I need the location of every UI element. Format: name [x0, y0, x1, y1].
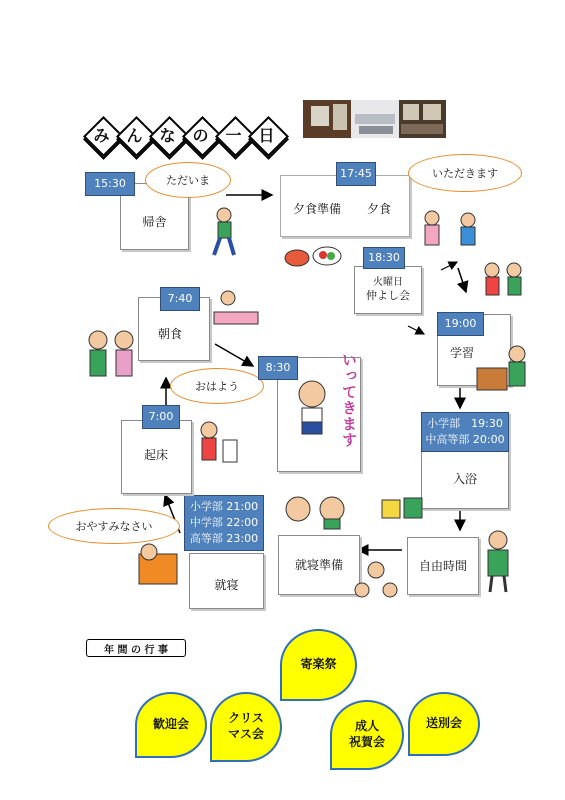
- time-badge: 17:45: [336, 162, 376, 186]
- morning-children-illustration: [82, 328, 140, 386]
- event-label: 祝賀会: [348, 735, 385, 749]
- event-christmas: [210, 692, 282, 762]
- event-label: 寄楽祭: [300, 657, 337, 672]
- brushing-teeth-illustration: [282, 493, 352, 531]
- event-label: マス会: [227, 727, 264, 741]
- sleeping-child-illustration: [133, 540, 183, 588]
- food-illustration: [283, 236, 343, 268]
- activity-shushin-junbi: [278, 535, 360, 595]
- title-char: の: [192, 126, 209, 145]
- time-badge: 7:00: [142, 405, 180, 429]
- time-badge: 7:40: [160, 287, 200, 311]
- time-badge: 19:00: [437, 312, 484, 336]
- time-line: 小学部 21:00: [189, 500, 259, 514]
- time-badge: [184, 495, 264, 551]
- time-line: 小学部 19:30: [427, 417, 503, 431]
- activity-label: 帰舎: [142, 215, 167, 230]
- event-label: 成人: [354, 719, 379, 734]
- time-badge: 18:30: [363, 247, 405, 269]
- speech-bubble: ただいま: [145, 162, 231, 198]
- title-char: な: [159, 126, 176, 145]
- event-label: 送別会: [425, 716, 462, 731]
- time-line: 中学部 22:00: [189, 516, 259, 530]
- event-kangeikai: [135, 692, 207, 758]
- activity-label: 朝食: [158, 327, 183, 341]
- waking-child-illustration: [197, 420, 243, 466]
- activity-label: 夕食準備: [293, 202, 342, 216]
- activity-shushin: [189, 553, 264, 609]
- time-line: 高等部 23:00: [189, 531, 259, 545]
- events-heading: 年 間 の 行 事: [86, 639, 186, 657]
- speech-bubble: おやすみなさい: [48, 508, 180, 544]
- time-badge: [421, 412, 509, 452]
- student-uniform-illustration: [290, 378, 334, 444]
- breakfast-table-illustration: [210, 290, 262, 332]
- activity-label: 自由時間: [418, 558, 467, 573]
- speech-bubble: いただきます: [408, 154, 522, 192]
- clothes-illustration: [378, 490, 428, 524]
- time-badge: 8:30: [258, 356, 298, 380]
- activity-kisho: [121, 420, 192, 494]
- walking-child-illustration: [208, 205, 244, 260]
- title-char: 日: [258, 126, 275, 145]
- bedtime-prep-illustration: [350, 556, 402, 606]
- activity-label: 入浴: [452, 472, 477, 487]
- activity-nakayoshi: [354, 266, 422, 314]
- event-label: クリス: [228, 711, 264, 726]
- activity-day: 火曜日: [373, 276, 403, 288]
- activity-label: 起床: [144, 448, 169, 462]
- activity-label: 学習: [450, 346, 475, 360]
- activity-label: 就寝準備: [294, 557, 343, 572]
- activity-label: 夕食: [367, 202, 392, 216]
- children-eating-illustration: [420, 208, 488, 256]
- time-line: 中高等部 20:00: [425, 433, 505, 446]
- title-char: み: [93, 126, 110, 145]
- activity-label: 就寝: [214, 577, 239, 592]
- event-seijin: [330, 700, 404, 770]
- children-walking-illustration: [480, 260, 528, 304]
- title-char: ん: [126, 126, 143, 145]
- event-label: 歓迎会: [152, 717, 189, 732]
- studying-illustration: [475, 338, 531, 402]
- playing-child-illustration: [478, 528, 530, 596]
- event-kirakusai: [280, 629, 357, 701]
- title-char: 一: [225, 126, 242, 145]
- speech-bubble: おはよう: [170, 368, 264, 404]
- activity-jiyu: [407, 537, 479, 595]
- activity-label: 仲よし会: [366, 289, 410, 303]
- event-soubetsu: [408, 692, 480, 756]
- time-badge: 15:30: [85, 172, 135, 196]
- vertical-greeting: いってきます: [340, 352, 358, 448]
